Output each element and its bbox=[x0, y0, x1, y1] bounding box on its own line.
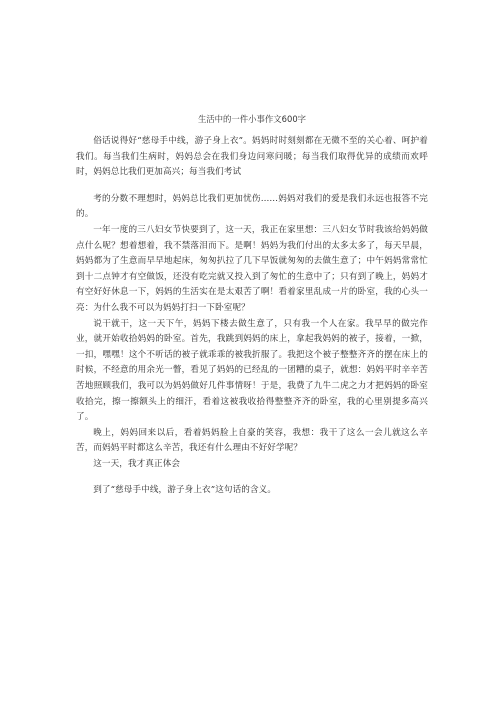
paragraph-1: 俗话说得好“慈母手中线，游子身上衣”。妈妈时时刻刻都在无微不至的关心着、呵护着我们。每当我们生病时，妈妈总会在我们身边问寒问暖；每当我们取得优异的成绩而欢呼时，妈妈总比我们更加高兴；每当我们考试 bbox=[76, 136, 428, 178]
paragraph-6: 这一天，我才真正体会 bbox=[93, 458, 181, 469]
paragraph-4: 说干就干，这一天下午，妈妈下楼去做生意了，只有我一个人在家。我早早的做完作业，就开始收拾妈妈的卧室。首先，我跳到妈妈的床上，拿起我妈妈的被子，接着，一掀，一扣，嘿嘿！这个不听话的被子就乖乖的被我折服了。我把这个被子整整齐齐的摆在床上的时候，不经意的用余光一瞥，看见了妈妈的已经乱的一团糟的桌子，就想：妈妈平时辛辛苦苦地照顾我们，我可以为妈妈做好几件事情呀！于是，我费了九牛二虎之力才把妈妈的卧室收拾完，擦一擦额头上的细汗，看着这被我收拾得整整齐齐的卧室，我的心里别提多高兴了。 bbox=[76, 318, 428, 423]
paragraph-3: 一年一度的三八妇女节快要到了，这一天，我正在家里想：三八妇女节时我该给妈妈做点什么呢？想着想着，我不禁落泪而下。是啊！妈妈为我们付出的太多太多了，每天早晨，妈妈都为了生意而早早地起床，匆匆扒拉了几下早饭就匆匆的去做生意了；中午妈妈常常忙到十二点钟才有空做饭，还没有吃完就又投入到了匆忙的生意中了；只有到了晚上，妈妈才有空好好休息一下，妈妈的生活实在是太艰苦了啊！看着家里乱成一片的卧室，我的心头一亮：为什么我不可以为妈妈打扫一下卧室呢？ bbox=[76, 224, 428, 313]
paragraph-7: 到了“慈母手中线，游子身上衣”这句话的含义。 bbox=[93, 485, 277, 496]
paragraph-5: 晚上，妈妈回来以后，看着妈妈脸上自豪的笑容，我想：我干了这么一会儿就这么辛苦，而妈妈平时都这么辛苦，我还有什么理由不好好学呢？ bbox=[76, 427, 428, 454]
paragraph-2: 考的分数不理想时，妈妈总比我们更加忧伤……妈妈对我们的爱是我们永远也报答不完的。 bbox=[76, 193, 428, 220]
document-body bbox=[76, 134, 428, 499]
document-title: 生活中的一件小事作文600字 bbox=[197, 114, 307, 124]
